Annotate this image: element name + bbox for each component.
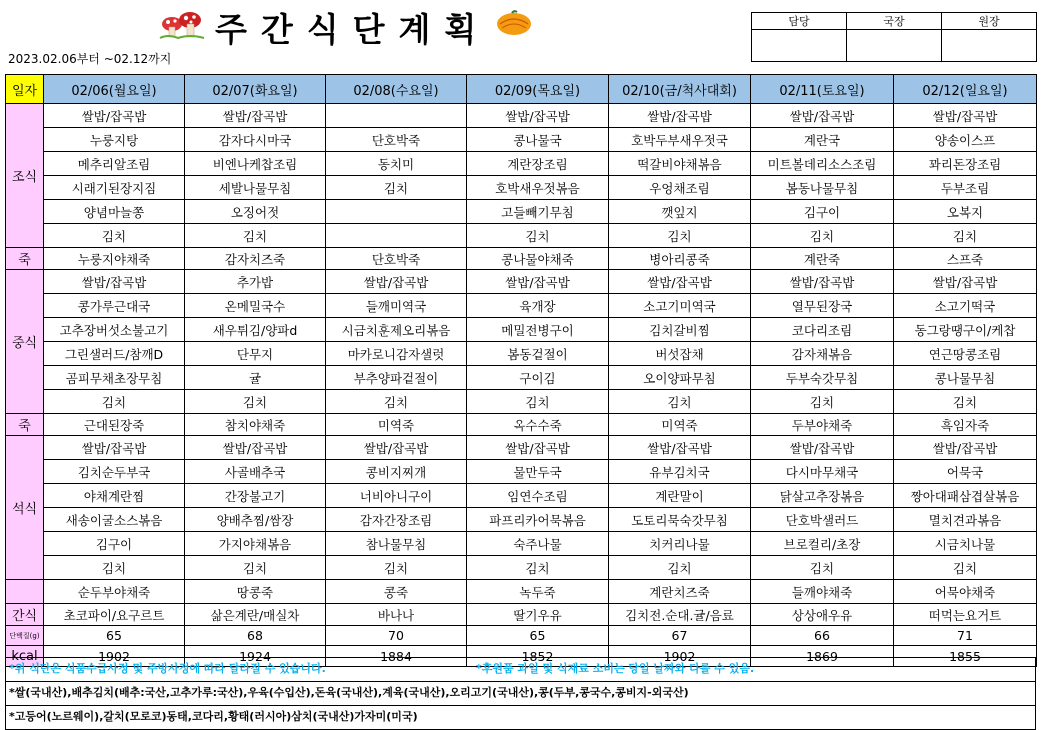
menu-item: 쌀밥/잡곡밥	[894, 436, 1037, 460]
menu-item: 유부김치국	[609, 460, 751, 484]
meal-label: kcal	[6, 646, 44, 667]
menu-item: 김치	[326, 556, 467, 580]
menu-item: 들깨미역국	[326, 294, 467, 318]
approval-head: 원장	[942, 13, 1037, 30]
menu-item: 야채계란찜	[44, 484, 185, 508]
note-origin-meat: *쌀(국내산),배추김치(배추:국산,고추가루:국산),우육(수입산),돈육(국내산),계육(국내산),오리고기(국내산),콩(두부,콩국수,콩비지-외국산)	[9, 686, 689, 699]
menu-item: 떡갈비야채볶음	[609, 152, 751, 176]
menu-item: 단호박죽	[326, 128, 467, 152]
table-row	[6, 224, 1037, 248]
menu-item: 김치	[185, 224, 326, 248]
menu-item: 녹두죽	[467, 580, 609, 604]
menu-item: 참치야채죽	[185, 414, 326, 436]
menu-item: 버섯잡채	[609, 342, 751, 366]
notes	[5, 657, 1036, 730]
menu-item: 감자간장조림	[326, 508, 467, 532]
menu-item: 호박새우젓볶음	[467, 176, 609, 200]
menu-item: 쌀밥/잡곡밥	[326, 270, 467, 294]
menu-item: 치커리나물	[609, 532, 751, 556]
table-row	[6, 508, 1037, 532]
meal-label: 조식	[6, 104, 44, 248]
melon-icon	[494, 10, 534, 38]
menu-item: 김치	[609, 390, 751, 414]
menu-item: 양송이스프	[894, 128, 1037, 152]
menu-item: 땅콩죽	[185, 580, 326, 604]
menu-item: 메추리알조림	[44, 152, 185, 176]
menu-item: 소고기떡국	[894, 294, 1037, 318]
menu-item: 마카로니감자샐럿	[326, 342, 467, 366]
menu-item: 계란장조림	[467, 152, 609, 176]
menu-item: 김구이	[44, 532, 185, 556]
menu-item: 스프죽	[894, 248, 1037, 270]
menu-item: 양념마늘쫑	[44, 200, 185, 224]
menu-item: 김치순두부국	[44, 460, 185, 484]
menu-item: 시금치나물	[894, 532, 1037, 556]
menu-item: 김치	[185, 556, 326, 580]
approval-sign-staff[interactable]	[752, 30, 847, 62]
date-label-header: 일자	[6, 75, 44, 104]
table-row	[6, 152, 1037, 176]
menu-item: 65	[44, 626, 185, 646]
menu-item: 바나나	[326, 604, 467, 626]
menu-table	[5, 74, 1037, 667]
menu-item	[326, 200, 467, 224]
menu-item: 깻잎지	[609, 200, 751, 224]
menu-item: 김치	[467, 224, 609, 248]
table-row	[6, 128, 1037, 152]
menu-item: 쌀밥/잡곡밥	[467, 436, 609, 460]
menu-item: 상상애우유	[751, 604, 894, 626]
table-row	[6, 556, 1037, 580]
menu-item: 감자치즈죽	[185, 248, 326, 270]
menu-item: 김구이	[751, 200, 894, 224]
menu-item: 어묵국	[894, 460, 1037, 484]
menu-item: 새우튀김/양파d	[185, 318, 326, 342]
menu-item: 계란치즈죽	[609, 580, 751, 604]
note-origin-fish: *고등어(노르웨이),갈치(모로코)동태,코다리,황태(러시아)삼치(국내산)가자미(미국)	[9, 710, 418, 723]
approval-sign-director[interactable]	[847, 30, 942, 62]
menu-item: 쌀밥/잡곡밥	[44, 270, 185, 294]
menu-item: 코다리조림	[751, 318, 894, 342]
menu-item: 다시마무채국	[751, 460, 894, 484]
table-row	[6, 484, 1037, 508]
menu-item: 부추양파겉절이	[326, 366, 467, 390]
table-row	[6, 104, 1037, 128]
table-row	[6, 342, 1037, 366]
menu-item: 도토리묵숙갓무침	[609, 508, 751, 532]
day-header: 02/06(월요일)	[44, 75, 185, 104]
meal-label: 간식	[6, 604, 44, 626]
menu-item: 계란죽	[751, 248, 894, 270]
menu-item: 두부숙갓무침	[751, 366, 894, 390]
menu-item: 오징어젓	[185, 200, 326, 224]
menu-item: 1852	[467, 646, 609, 667]
menu-item: 김치	[609, 224, 751, 248]
menu-item: 참나물무침	[326, 532, 467, 556]
table-row	[6, 414, 1037, 436]
day-header: 02/08(수요일)	[326, 75, 467, 104]
menu-item: 고추장버섯소불고기	[44, 318, 185, 342]
approval-sign-head[interactable]	[942, 30, 1037, 62]
menu-item: 단호박샐러드	[751, 508, 894, 532]
menu-item: 육개장	[467, 294, 609, 318]
menu-item: 김치	[44, 390, 185, 414]
menu-item: 김치	[467, 390, 609, 414]
menu-item: 김치	[894, 556, 1037, 580]
menu-item: 김치	[44, 224, 185, 248]
menu-item: 계란말이	[609, 484, 751, 508]
menu-item: 쌀밥/잡곡밥	[609, 436, 751, 460]
menu-item: 브로컬리/초장	[751, 532, 894, 556]
table-row	[6, 604, 1037, 626]
menu-item: 순두부야채죽	[44, 580, 185, 604]
menu-item: 66	[751, 626, 894, 646]
menu-item: 계란국	[751, 128, 894, 152]
menu-item: 쌀밥/잡곡밥	[44, 436, 185, 460]
menu-item: 67	[609, 626, 751, 646]
note-row	[5, 706, 1036, 730]
menu-item	[326, 224, 467, 248]
menu-item: 봄동겉절이	[467, 342, 609, 366]
menu-item: 딸기우유	[467, 604, 609, 626]
menu-item: 김치	[185, 390, 326, 414]
menu-item: 가지야채볶음	[185, 532, 326, 556]
day-header: 02/11(토요일)	[751, 75, 894, 104]
menu-item: 1902	[44, 646, 185, 667]
menu-item: 김치	[609, 556, 751, 580]
menu-item: 감자다시마국	[185, 128, 326, 152]
menu-item: 추가밥	[185, 270, 326, 294]
menu-item: 콩죽	[326, 580, 467, 604]
menu-item: 콩나물국	[467, 128, 609, 152]
menu-item: 짱아대패삼겹살볶음	[894, 484, 1037, 508]
table-row	[6, 294, 1037, 318]
table-row	[6, 532, 1037, 556]
menu-item: 온메밀국수	[185, 294, 326, 318]
menu-item: 1884	[326, 646, 467, 667]
note-row	[5, 657, 1036, 682]
menu-item: 구이김	[467, 366, 609, 390]
table-row	[6, 200, 1037, 224]
day-header: 02/07(화요일)	[185, 75, 326, 104]
table-row	[6, 460, 1037, 484]
page-title: 주간식단계획	[215, 10, 491, 49]
table-row	[6, 390, 1037, 414]
menu-item: 김치	[894, 390, 1037, 414]
menu-item: 그린샐러드/참깨D	[44, 342, 185, 366]
menu-item: 연근땅콩조림	[894, 342, 1037, 366]
menu-item: 71	[894, 626, 1037, 646]
menu-item: 숙주나물	[467, 532, 609, 556]
approval-director: 국장	[847, 13, 942, 30]
meal-label: 석식	[6, 436, 44, 580]
menu-item: 쌀밥/잡곡밥	[326, 436, 467, 460]
menu-item: 멸치견과볶음	[894, 508, 1037, 532]
menu-item: 누룽지야채죽	[44, 248, 185, 270]
menu-item: 삶은계란/매실차	[185, 604, 326, 626]
table-row	[6, 626, 1037, 646]
day-header: 02/09(목요일)	[467, 75, 609, 104]
menu-item: 쌀밥/잡곡밥	[467, 104, 609, 128]
menu-item: 70	[326, 626, 467, 646]
menu-item: 쌀밥/잡곡밥	[44, 104, 185, 128]
menu-item: 초코파이/요구르트	[44, 604, 185, 626]
menu-item: 콩비지찌개	[326, 460, 467, 484]
menu-item: 미역죽	[609, 414, 751, 436]
menu-item: 닭살고추장볶음	[751, 484, 894, 508]
menu-item: 단호박죽	[326, 248, 467, 270]
menu-item: 비엔나케찹조림	[185, 152, 326, 176]
menu-item: 감자채볶음	[751, 342, 894, 366]
menu-body	[6, 104, 1037, 667]
menu-item: 두부야채죽	[751, 414, 894, 436]
menu-item: 김치	[751, 556, 894, 580]
meal-label: 죽	[6, 414, 44, 436]
approval-box	[751, 12, 1037, 62]
menu-item: 미트볼데리소스조림	[751, 152, 894, 176]
menu-item: 콩가루근대국	[44, 294, 185, 318]
menu-item: 김치	[467, 556, 609, 580]
menu-item: 쌀밥/잡곡밥	[609, 104, 751, 128]
meal-label: 중식	[6, 270, 44, 414]
menu-item: 쌀밥/잡곡밥	[185, 436, 326, 460]
menu-item: 소고기미역국	[609, 294, 751, 318]
menu-item: 새송이굴소스볶음	[44, 508, 185, 532]
menu-item: 우엉채조림	[609, 176, 751, 200]
menu-item: 쌀밥/잡곡밥	[609, 270, 751, 294]
menu-item: 동그랑땡구이/케찹	[894, 318, 1037, 342]
menu-item: 병아리콩죽	[609, 248, 751, 270]
table-row	[6, 270, 1037, 294]
menu-item: 두부조림	[894, 176, 1037, 200]
menu-item: 물만두국	[467, 460, 609, 484]
menu-item: 65	[467, 626, 609, 646]
meal-label-blank	[6, 580, 44, 604]
mushroom-icon	[158, 8, 206, 40]
table-row	[6, 318, 1037, 342]
note-donation: *후원품 과일 및 식재료 소비는 당일 날짜와 다를 수 있음.	[476, 662, 755, 675]
table-row	[6, 366, 1037, 390]
menu-item: 68	[185, 626, 326, 646]
menu-item: 고들빼기무침	[467, 200, 609, 224]
menu-item: 들깨야채죽	[751, 580, 894, 604]
title-area	[0, 0, 750, 66]
menu-item: 옥수수죽	[467, 414, 609, 436]
menu-item: 오이양파무침	[609, 366, 751, 390]
table-row	[6, 248, 1037, 270]
menu-item: 귤	[185, 366, 326, 390]
menu-item: 1924	[185, 646, 326, 667]
meal-label: 단백질(g)	[6, 626, 44, 646]
menu-item: 콩나물야채죽	[467, 248, 609, 270]
menu-item: 김치	[326, 176, 467, 200]
menu-item: 김치	[751, 224, 894, 248]
menu-item: 콩나물무침	[894, 366, 1037, 390]
date-range: 2023.02.06부터 ~02.12까지	[8, 52, 172, 66]
table-row	[6, 176, 1037, 200]
approval-staff: 담당	[752, 13, 847, 30]
menu-item: 김치	[326, 390, 467, 414]
menu-item: 시금치훈제오리볶음	[326, 318, 467, 342]
menu-item: 어묵야채죽	[894, 580, 1037, 604]
menu-item: 떠먹는요거트	[894, 604, 1037, 626]
menu-item: 꽈리돈장조림	[894, 152, 1037, 176]
menu-item: 쌀밥/잡곡밥	[894, 104, 1037, 128]
menu-item: 흑임자죽	[894, 414, 1037, 436]
note-notice: *위 식단은 식품수급사정 및 주방사정에 따라 달라질 수 있습니다.	[9, 662, 326, 675]
menu-item	[326, 104, 467, 128]
menu-item: 너비아니구이	[326, 484, 467, 508]
menu-item: 쌀밥/잡곡밥	[185, 104, 326, 128]
menu-item: 김치	[894, 224, 1037, 248]
menu-item: 미역죽	[326, 414, 467, 436]
menu-item: 쌀밥/잡곡밥	[467, 270, 609, 294]
menu-item: 김치전.순대.귤/음료	[609, 604, 751, 626]
meal-label: 죽	[6, 248, 44, 270]
table-row	[6, 580, 1037, 604]
note-row	[5, 682, 1036, 706]
menu-item: 근대된장죽	[44, 414, 185, 436]
menu-item: 누룽지탕	[44, 128, 185, 152]
menu-item: 호박두부새우젓국	[609, 128, 751, 152]
table-row	[6, 436, 1037, 460]
menu-item: 오복지	[894, 200, 1037, 224]
menu-item: 단무지	[185, 342, 326, 366]
menu-item: 김치	[44, 556, 185, 580]
day-header: 02/12(일요일)	[894, 75, 1037, 104]
menu-item: 봄동나물무침	[751, 176, 894, 200]
menu-item: 쌀밥/잡곡밥	[894, 270, 1037, 294]
menu-item: 양배추찜/쌈장	[185, 508, 326, 532]
menu-item: 쌀밥/잡곡밥	[751, 270, 894, 294]
menu-item: 1902	[609, 646, 751, 667]
menu-item: 쌀밥/잡곡밥	[751, 436, 894, 460]
menu-item: 파프리카어묵볶음	[467, 508, 609, 532]
menu-item: 세발나물무침	[185, 176, 326, 200]
menu-item: 곰피무채초장무침	[44, 366, 185, 390]
menu-item: 열무된장국	[751, 294, 894, 318]
menu-item: 1869	[751, 646, 894, 667]
menu-item: 쌀밥/잡곡밥	[751, 104, 894, 128]
menu-item: 동치미	[326, 152, 467, 176]
menu-item: 김치갈비찜	[609, 318, 751, 342]
day-header: 02/10(금/척사대회)	[609, 75, 751, 104]
menu-item: 사골배추국	[185, 460, 326, 484]
menu-item: 1855	[894, 646, 1037, 667]
menu-item: 간장불고기	[185, 484, 326, 508]
menu-item: 임연수조림	[467, 484, 609, 508]
menu-item: 김치	[751, 390, 894, 414]
menu-item: 시래기된장지짐	[44, 176, 185, 200]
menu-item: 메밀전병구이	[467, 318, 609, 342]
